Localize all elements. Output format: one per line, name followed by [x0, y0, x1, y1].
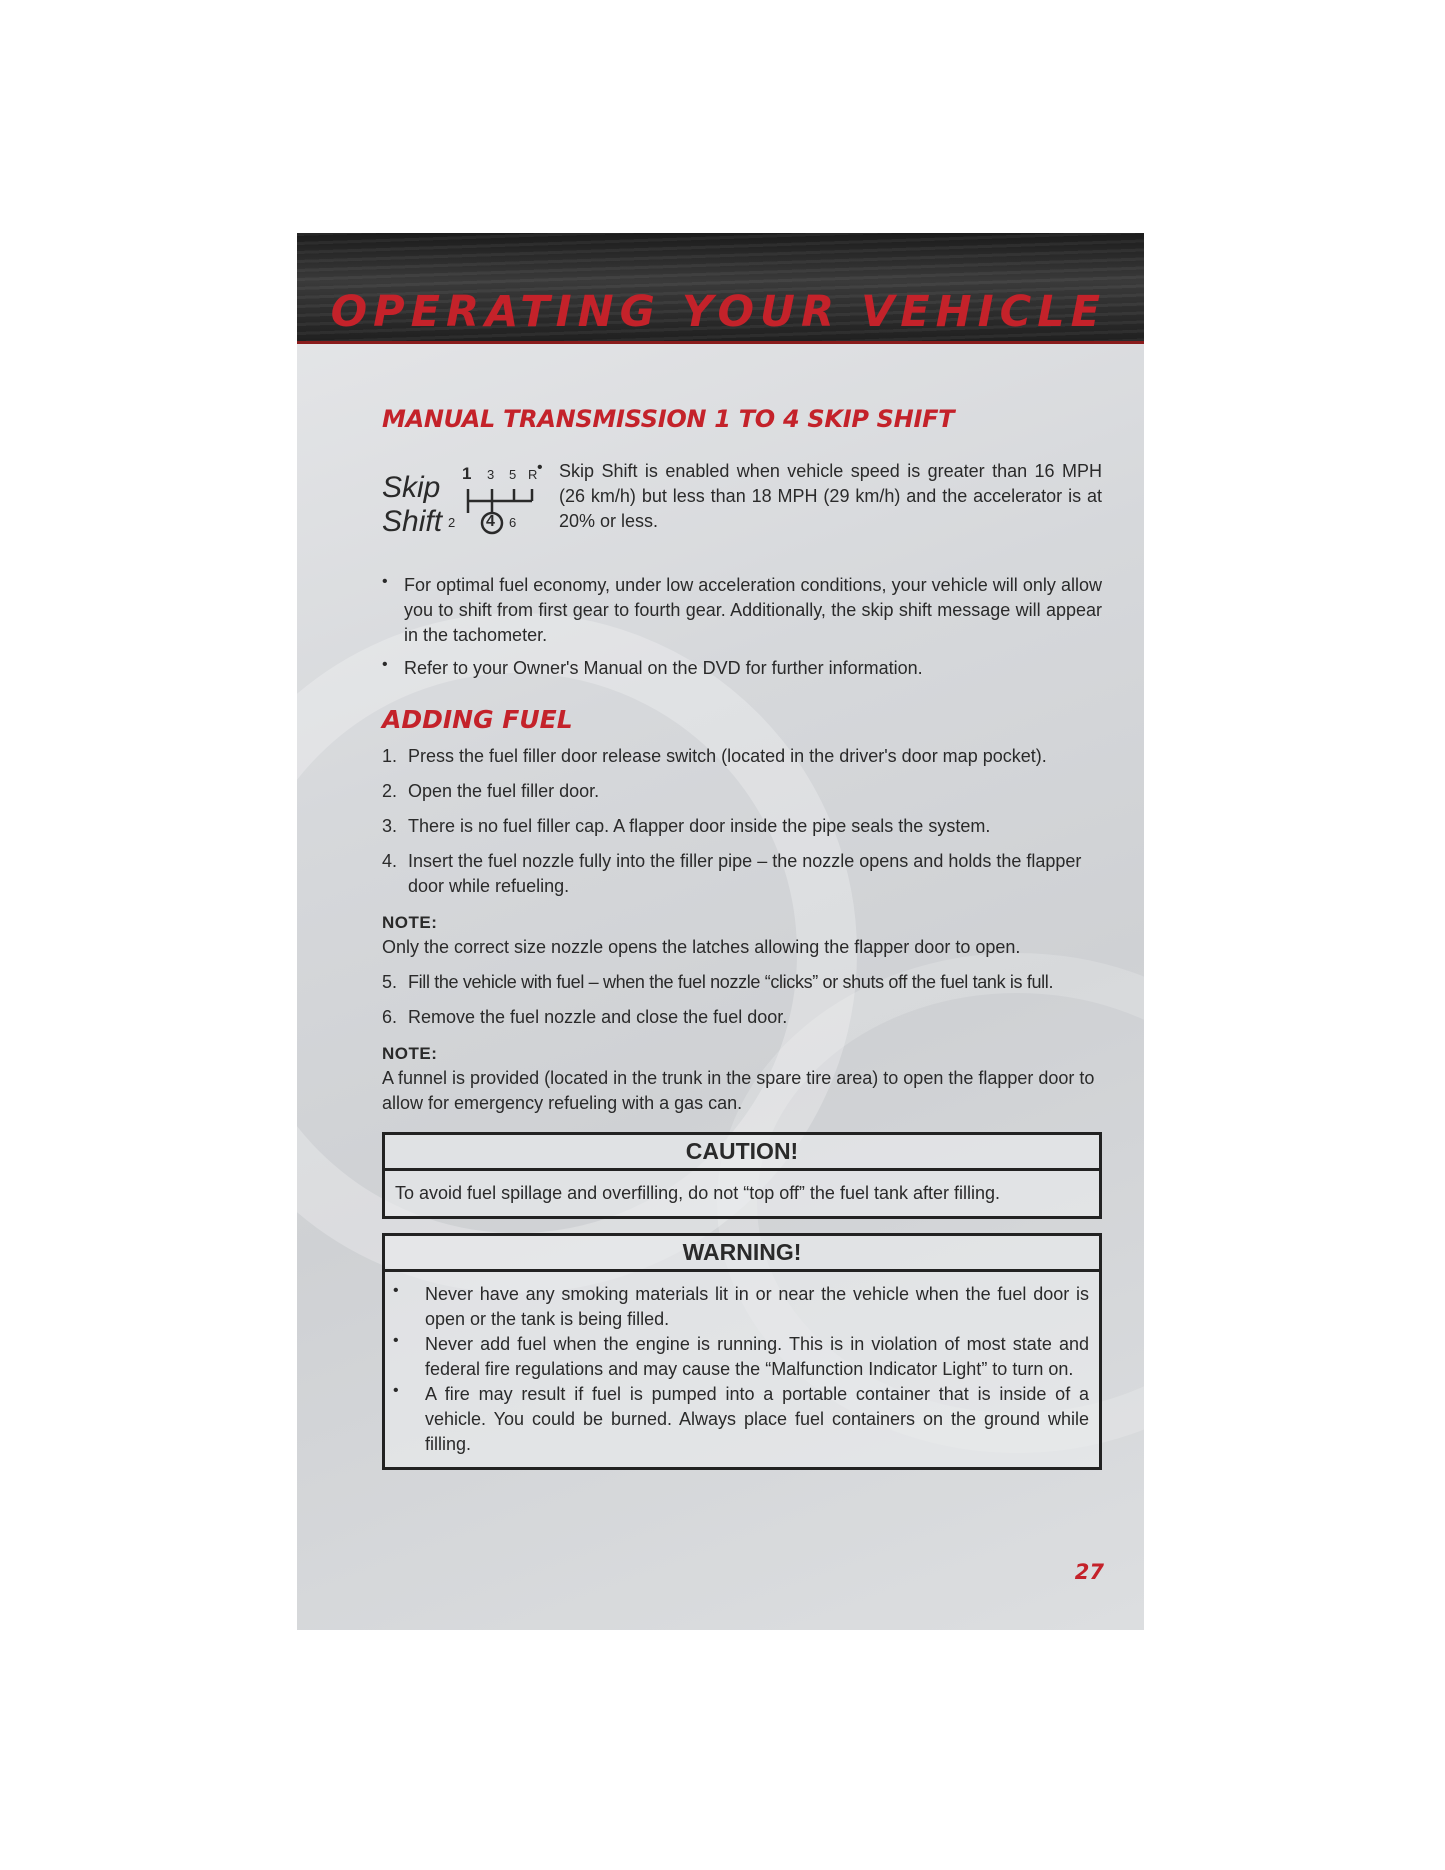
fuel-steps-b [382, 970, 1102, 1030]
bullet-dot: • [382, 656, 388, 673]
skip-word: Skip [382, 471, 441, 504]
caution-title: CAUTION! [385, 1135, 1099, 1171]
gear-3-label: 3 [487, 467, 495, 482]
step-number: 4. [382, 851, 398, 871]
header-banner [297, 233, 1144, 344]
list-item [393, 1282, 1089, 1332]
note-label: NOTE: [382, 1044, 438, 1063]
skip-shift-text: Skip Shift is enabled when vehicle speed is greater than 16 MPH (26 km/h) but less than 18 MPH (29 km/h) and the accelerator is at 20% or less. [559, 461, 1102, 531]
gear-5-label: 5 [509, 467, 517, 482]
gear-6-label: 6 [509, 515, 517, 530]
bullet-dot: • [393, 1282, 399, 1299]
note-label: NOTE: [382, 913, 438, 932]
warning-body [385, 1272, 1099, 1467]
warning-text: Never have any smoking materials lit in or near the vehicle when the fuel door is open or the tank is being filled. [425, 1284, 1089, 1329]
fuel-steps-a [382, 744, 1102, 899]
bullet-dot: • [537, 459, 543, 476]
step-number: 2. [382, 781, 398, 801]
step-text: Press the fuel filler door release switch (located in the driver's door map pocket). [408, 746, 1047, 766]
section1-bullet-list [382, 573, 1102, 681]
warning-text: A fire may result if fuel is pumped into a portable container that is inside of a vehicle. You could be burned. Always place fuel containers on the ground while filling. [425, 1384, 1089, 1454]
list-item [393, 1382, 1089, 1457]
step-number: 6. [382, 1007, 398, 1027]
warning-box [382, 1233, 1102, 1470]
gear-r-label: R [528, 467, 538, 482]
gear-1-label: 1 [462, 464, 472, 483]
step-number: 5. [382, 972, 398, 992]
skip-shift-bullet [537, 459, 1102, 551]
note-text: Only the correct size nozzle opens the latches allowing the flapper door to open. [382, 937, 1021, 957]
bullet-text: Refer to your Owner's Manual on the DVD for further information. [404, 658, 923, 678]
warning-text: Never add fuel when the engine is running. This is in violation of most state and federal fire regulations and may cause the “Malfunction Indicator Light” to turn on. [425, 1334, 1089, 1379]
note-text: A funnel is provided (located in the trunk in the spare tire area) to open the flapper door to allow for emergency refueling with a gas can. [382, 1068, 1095, 1113]
bullet-dot: • [393, 1382, 399, 1399]
step-text: Open the fuel filler door. [408, 781, 600, 801]
skip-shift-icon [382, 461, 537, 551]
warning-title: WARNING! [385, 1236, 1099, 1272]
list-item [382, 656, 1102, 681]
page-number: 27 [1074, 1560, 1104, 1584]
caution-box [382, 1132, 1102, 1219]
manual-page [297, 233, 1144, 1630]
list-item [393, 1332, 1089, 1382]
header-title: OPERATING YOUR VEHICLE [330, 287, 1106, 337]
step-number: 3. [382, 816, 398, 836]
bullet-dot: • [382, 573, 388, 590]
list-item [382, 970, 1102, 995]
list-item [382, 573, 1102, 648]
gear-pattern-icon [464, 461, 537, 551]
skip-shift-row [382, 461, 1102, 551]
list-item [382, 779, 1102, 804]
step-number: 1. [382, 746, 398, 766]
list-item [382, 814, 1102, 839]
step-text: Insert the fuel nozzle fully into the filler pipe – the nozzle opens and holds the flapper door while refueling. [408, 851, 1082, 896]
section-title-skip-shift: MANUAL TRANSMISSION 1 TO 4 SKIP SHIFT [382, 405, 955, 433]
caution-body [385, 1171, 1099, 1216]
bullet-dot: • [393, 1332, 399, 1349]
list-item [382, 849, 1102, 899]
bullet-text: For optimal fuel economy, under low acceleration conditions, your vehicle will only allow you to shift from first gear to fourth gear. Additionally, the skip shift message will appear in the tachometer. [404, 575, 1102, 645]
list-item [382, 744, 1102, 769]
shift-word: Shift [382, 505, 443, 538]
step-text: Remove the fuel nozzle and close the fuel door. [408, 1007, 788, 1027]
gear-2-label: 2 [448, 515, 456, 530]
list-item [382, 1005, 1102, 1030]
caution-text: To avoid fuel spillage and overfilling, do not “top off” the fuel tank after filling. [395, 1183, 1001, 1203]
step-text: There is no fuel filler cap. A flapper door inside the pipe seals the system. [408, 816, 991, 836]
gear-4-label: 4 [486, 513, 495, 530]
section-title-adding-fuel: ADDING FUEL [382, 705, 573, 734]
step-text: Fill the vehicle with fuel – when the fuel nozzle “clicks” or shuts off the fuel tank is full. [408, 972, 1054, 992]
page-content [382, 405, 1102, 1470]
